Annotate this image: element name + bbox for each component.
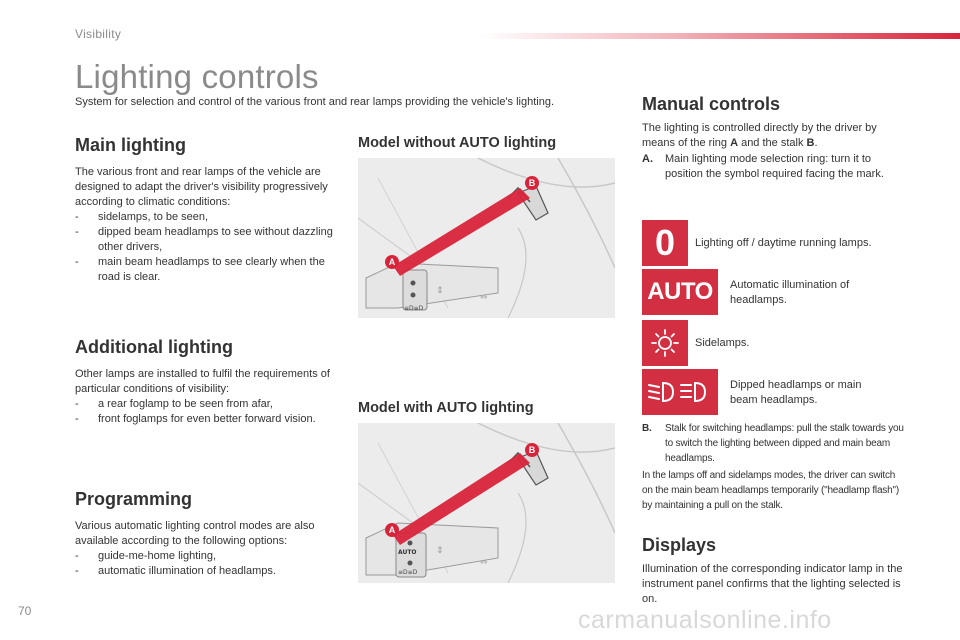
item-b: B. Stalk for switching headlamps: pull the stalk towards you to switch the lighting between dipped and main beam headlamps. bbox=[642, 423, 904, 464]
callout-a: A bbox=[385, 255, 399, 269]
stalk-diagram bbox=[358, 423, 615, 583]
svg-text:⇕: ⇕ bbox=[436, 286, 444, 296]
svg-text:≡D≡D: ≡D≡D bbox=[404, 305, 424, 312]
manual-controls-heading: Manual controls bbox=[642, 94, 781, 114]
svg-text:≡D≡D: ≡D≡D bbox=[398, 569, 418, 576]
item-a: A. Main lighting mode selection ring: turn it to position the symbol required facing the mark. bbox=[642, 153, 884, 180]
main-lighting-text: The various front and rear lamps of the vehicle are designed to adapt the driver's visibility progressively according to climatic conditions: bbox=[75, 166, 328, 208]
lighting-off-icon: 0 bbox=[642, 220, 688, 266]
list-item: - front foglamps for even better forward vision. bbox=[75, 413, 316, 425]
manual-controls-intro: The lighting is controlled directly by the driver by means of the ring A and the stalk B. bbox=[642, 122, 877, 149]
displays-heading: Displays bbox=[642, 535, 717, 555]
header-accent-bar bbox=[480, 33, 960, 39]
svg-text:⇕: ⇕ bbox=[436, 546, 444, 556]
without-auto-heading: Model without AUTO lighting bbox=[358, 135, 557, 151]
watermark: carmanualsonline.info bbox=[578, 606, 832, 634]
callout-b: B bbox=[525, 176, 539, 190]
stalk-figure-with-auto bbox=[358, 423, 615, 583]
sidelamps-icon bbox=[642, 320, 688, 366]
page-intro: System for selection and control of the various front and rear lamps providing the vehicle's lighting. bbox=[75, 96, 555, 108]
page-number: 70 bbox=[18, 604, 32, 618]
list-item: - automatic illumination of headlamps. bbox=[75, 565, 276, 577]
list-item: - sidelamps, to be seen, bbox=[75, 211, 209, 223]
list-item: - main beam headlamps to see clearly when the road is clear. bbox=[75, 256, 325, 283]
svg-text:⇔: ⇔ bbox=[480, 558, 488, 568]
dipped-main-beam-icon bbox=[642, 369, 718, 415]
additional-lighting-heading: Additional lighting bbox=[75, 337, 233, 357]
list-item: - dipped beam headlamps to see without dazzling other drivers, bbox=[75, 226, 333, 253]
callout-a: A bbox=[385, 523, 399, 537]
dipped-main-beam-description: Dipped headlamps or main beam headlamps. bbox=[730, 379, 862, 406]
additional-lighting-text: Other lamps are installed to fulfil the requirements of particular conditions of visibility: bbox=[75, 368, 330, 395]
main-lighting-heading: Main lighting bbox=[75, 135, 186, 155]
programming-section bbox=[75, 489, 337, 579]
svg-text:⇔: ⇔ bbox=[480, 293, 488, 303]
section-label: Visibility bbox=[75, 27, 122, 41]
stalk-diagram bbox=[358, 158, 615, 318]
programming-list bbox=[75, 549, 337, 579]
stalk-figure-without-auto bbox=[358, 158, 615, 318]
stalk-auto-label: AUTO bbox=[398, 549, 417, 556]
with-auto-heading: Model with AUTO lighting bbox=[358, 400, 534, 416]
callout-b: B bbox=[525, 443, 539, 457]
programming-text: Various automatic lighting control modes are also available according to the following options: bbox=[75, 520, 315, 547]
programming-heading: Programming bbox=[75, 489, 193, 509]
additional-lighting-list bbox=[75, 397, 337, 427]
main-lighting-section bbox=[75, 135, 337, 285]
lighting-off-description: Lighting off / daytime running lamps. bbox=[695, 237, 872, 249]
list-item: - guide-me-home lighting, bbox=[75, 550, 217, 562]
displays-text: Illumination of the corresponding indicator lamp in the instrument panel confirms that the lighting selected is on. bbox=[642, 563, 903, 605]
main-lighting-list bbox=[75, 210, 337, 285]
sidelamps-description: Sidelamps. bbox=[695, 337, 750, 349]
auto-lighting-icon: AUTO bbox=[642, 269, 718, 315]
auto-lighting-description: Automatic illumination of headlamps. bbox=[730, 279, 850, 306]
page-title: Lighting controls bbox=[75, 58, 319, 95]
headlamp-flash-note: In the lamps off and sidelamps modes, the driver can switch on the main beam headlamps temporarily ("headlamp flash") by maintaining a pull on the stalk. bbox=[642, 470, 899, 511]
additional-lighting-section bbox=[75, 337, 337, 427]
list-item: - a rear foglamp to be seen from afar, bbox=[75, 398, 273, 410]
